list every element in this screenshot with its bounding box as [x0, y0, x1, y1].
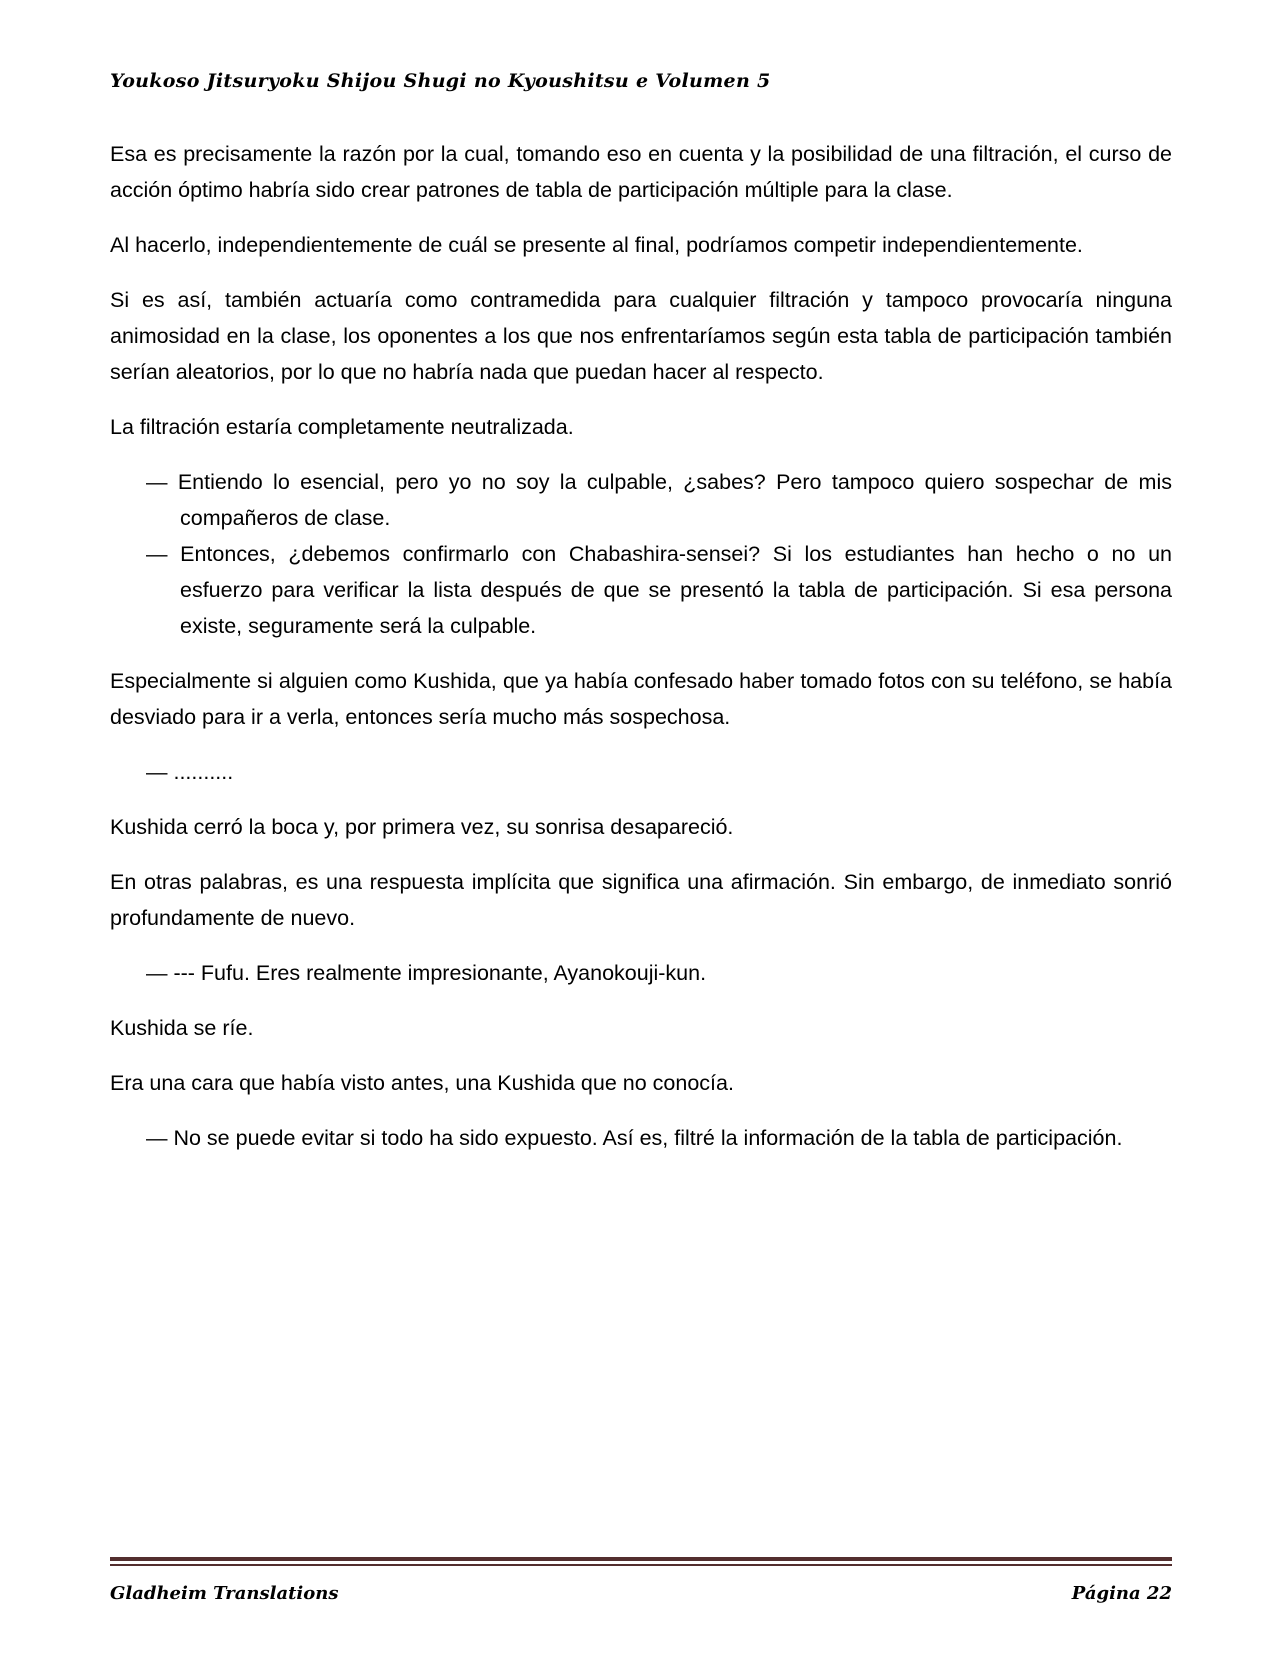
- dialogue-line: — Entiendo lo esencial, pero yo no soy la culpable, ¿sabes? Pero tampoco quiero sospechar de mis compañeros de clase.: [146, 470, 1172, 530]
- dialogue-group: [110, 955, 1172, 991]
- dialogue-line: — No se puede evitar si todo ha sido expuesto. Así es, filtré la información de la tabla de participación.: [146, 1126, 1123, 1150]
- dialogue-line: — Entonces, ¿debemos confirmarlo con Chabashira-sensei? Si los estudiantes han hecho o no un esfuerzo para verificar la lista después de que se presentó la tabla de participación. Si esa persona existe, seguramente será la culpable.: [146, 542, 1172, 638]
- paragraph: Al hacerlo, independientemente de cuál se presente al final, podríamos competir independientemente.: [110, 233, 1083, 257]
- footer-page-number: Página 22: [1071, 1583, 1172, 1604]
- page-footer: [110, 1583, 1172, 1604]
- page-header-title: Youkoso Jitsuryoku Shijou Shugi no Kyoushitsu e Volumen 5: [110, 70, 771, 92]
- paragraph: Kushida cerró la boca y, por primera vez, su sonrisa desapareció.: [110, 815, 734, 839]
- paragraph: En otras palabras, es una respuesta implícita que significa una afirmación. Sin embargo, de inmediato sonrió profundamente de nuevo.: [110, 870, 1172, 930]
- paragraph: Especialmente si alguien como Kushida, que ya había confesado haber tomado fotos con su teléfono, se había desviado para ir a verla, entonces sería mucho más sospechosa.: [110, 669, 1172, 729]
- dialogue-line: — --- Fufu. Eres realmente impresionante, Ayanokouji-kun.: [146, 961, 707, 985]
- footer-translator: Gladheim Translations: [110, 1583, 339, 1604]
- paragraph: La filtración estaría completamente neutralizada.: [110, 415, 574, 439]
- paragraph: Esa es precisamente la razón por la cual, tomando eso en cuenta y la posibilidad de una filtración, el curso de acción óptimo habría sido crear patrones de tabla de participación múltiple para la clase.: [110, 142, 1172, 202]
- document-content: [110, 136, 1172, 1175]
- dialogue-group: [110, 464, 1172, 644]
- paragraph: Era una cara que había visto antes, una Kushida que no conocía.: [110, 1071, 734, 1095]
- paragraph: Si es así, también actuaría como contramedida para cualquier filtración y tampoco provocaría ninguna animosidad en la clase, los oponentes a los que nos enfrentaríamos según esta tabla de participación también serían aleatorios, por lo que no habría nada que puedan hacer al respecto.: [110, 288, 1172, 384]
- dialogue-line: — ..........: [146, 760, 234, 784]
- footer-divider: [110, 1557, 1172, 1566]
- dialogue-group: [110, 754, 1172, 790]
- paragraph: Kushida se ríe.: [110, 1016, 254, 1040]
- dialogue-group: [110, 1120, 1172, 1156]
